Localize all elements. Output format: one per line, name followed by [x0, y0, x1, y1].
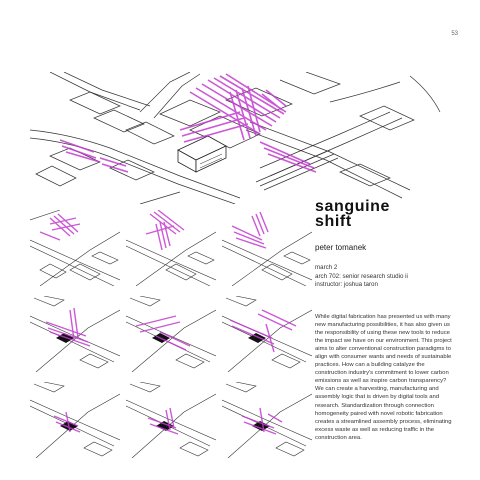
project-meta: [315, 264, 408, 290]
iteration-diagram: [30, 296, 120, 372]
hero-axonometric-drawing: [30, 72, 450, 204]
iteration-diagram: [222, 210, 312, 286]
iteration-diagram: [222, 382, 312, 458]
iteration-diagram: [30, 210, 120, 286]
iteration-grid: [30, 210, 312, 458]
page-number: 53: [451, 31, 458, 37]
iteration-diagram: [126, 382, 216, 458]
iteration-diagram: [126, 296, 216, 372]
iteration-diagram: [126, 210, 216, 286]
title-line-1: sanguine: [315, 198, 391, 215]
title-line-2: shift: [315, 213, 352, 230]
iteration-diagram: [30, 382, 120, 458]
project-abstract: While digital fabrication has presented us with many new manufacturing possibilities, it has also given us the responsibility of using these new tools to reduce the impact we have on our environment. This project aims to alter conventional construction paradigms to align with consumer wants and needs of sustainable practices. How can a building catalyze the construction industry's commitment to lower carbon emissions as well as inspire carbon transparency? We can create a harvesting, manufacturing and assembly logic that is driven by digital tools and research. Standardization through connection homogeneity paired with novel robotic fabrication creates a streamlined assembly process, eliminating excess waste as well as reducing traffic in the construction area.: [315, 314, 452, 441]
meta-degree: march 2: [315, 264, 338, 271]
iteration-diagram: [222, 296, 312, 372]
author-name: peter tomanek: [315, 243, 367, 252]
meta-instructor: instructor: joshua taron: [315, 281, 378, 289]
project-title: [315, 199, 465, 229]
meta-course: arch 702: senior research studio ii: [315, 272, 408, 280]
